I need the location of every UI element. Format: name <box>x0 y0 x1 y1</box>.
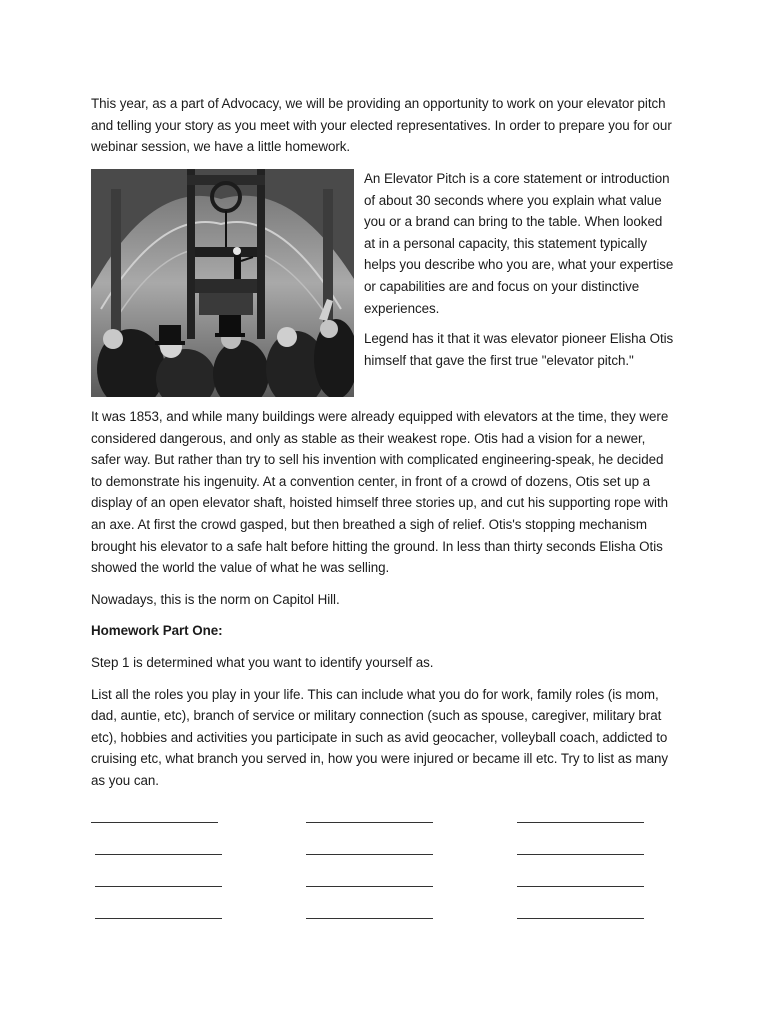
history-paragraph: It was 1853, and while many buildings were already equipped with elevators at the time, they were considered dangerous, and only as stable as their weakest rope. Otis had a vision for a newer, safer way. But rather than try to sell his invention with complicated engineering-speak, he decided to demonstrate his ingenuity. At a convention center, in front of a crowd of dozens, Otis set up a display of an open elevator shaft, hoisted himself three stories up, and cut his supporting rope with an axe. At first the crowd gasped, but then breathed a sigh of relief. Otis's stopping mechanism brought his elevator to a safe halt before hitting the ground. In less than thirty seconds Elisha Otis showed the world the value of what he was selling. <box>91 409 669 576</box>
step-one-paragraph: Step 1 is determined what you want to identify yourself as. <box>91 654 434 670</box>
answer-line[interactable] <box>517 918 644 919</box>
answer-line[interactable] <box>95 854 222 855</box>
answer-line[interactable] <box>95 918 222 919</box>
answer-line[interactable] <box>91 822 218 823</box>
answer-line[interactable] <box>517 854 644 855</box>
homework-heading: Homework Part One: <box>91 623 223 639</box>
legend-paragraph: Legend has it that it was elevator pioneer Elisha Otis himself that gave the first true "elevator pitch." <box>364 331 674 368</box>
answer-line[interactable] <box>306 886 433 887</box>
main-body <box>91 406 677 802</box>
answer-line[interactable] <box>306 918 433 919</box>
nowadays-paragraph: Nowadays, this is the norm on Capitol Hill. <box>91 591 340 607</box>
otis-elevator-illustration <box>91 169 354 397</box>
side-column <box>364 168 676 380</box>
answer-line[interactable] <box>517 886 644 887</box>
answer-line[interactable] <box>306 822 433 823</box>
answer-line[interactable] <box>306 854 433 855</box>
instructions-paragraph: List all the roles you play in your life. This can include what you do for work, family roles (is mom, dad, auntie, etc), branch of service or military connection (such as spouse, caregiver, military brat etc), hobbies and activities you participate in such as avid geocacher, volleyball coach, addicted to cruising etc, what branch you served in, how you were injured or became ill etc. Try to list as many as you can. <box>91 686 669 788</box>
elevator-pitch-definition: An Elevator Pitch is a core statement or introduction of about 30 seconds where you explain what value you or a brand can bring to the table. When looked at in a personal capacity, this statement typically helps you describe who you are, what your expertise or capabilities are and focus on your distinctive experiences. <box>364 171 674 316</box>
intro-paragraph: This year, as a part of Advocacy, we will be providing an opportunity to work on your elevator pitch and telling your story as you meet with your elected representatives. In order to prepare you for our webinar session, we have a little homework. <box>91 96 672 155</box>
answer-line[interactable] <box>95 886 222 887</box>
answer-line[interactable] <box>517 822 644 823</box>
